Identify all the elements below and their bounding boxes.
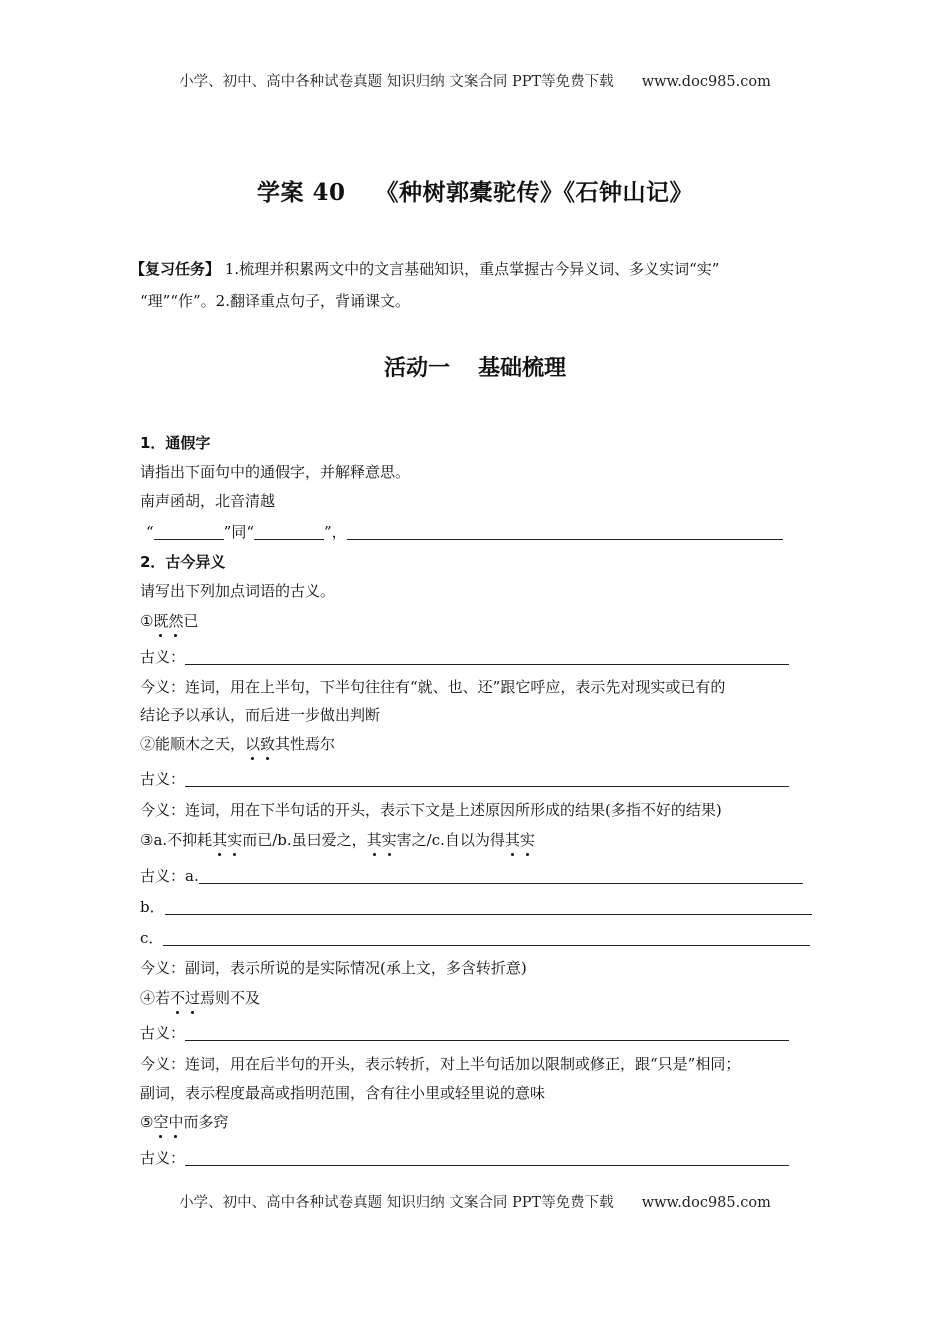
page-header <box>0 70 950 91</box>
review-task-line1 <box>130 258 830 279</box>
b-label: b． <box>140 898 165 916</box>
header-site: www.doc985.com <box>641 74 771 90</box>
dotted-char: 其 <box>504 831 520 849</box>
dotted-char: 中 <box>168 1113 184 1131</box>
item4-jin-cont: 副词，表示程度最高或指明范围，含有往小里或轻里说的意味 <box>140 1084 546 1102</box>
item4-rest: 焉则不及 <box>200 989 261 1007</box>
gu-label: 古义： <box>140 1024 186 1042</box>
activity-title: 基础梳理 <box>478 355 567 381</box>
dotted-char: 既 <box>153 612 169 630</box>
dotted-char: 然 <box>168 612 184 630</box>
section1-instruction: 请指出下面句中的通假字，并解释意思。 <box>140 463 411 481</box>
gu-label: 古义： <box>140 648 186 666</box>
dotted-char: 实 <box>227 831 243 849</box>
page-footer <box>0 1191 950 1212</box>
quote-mid: ”同“ <box>223 523 255 541</box>
gu-label: 古义： <box>140 1149 186 1167</box>
meaning-blank[interactable] <box>347 524 783 540</box>
title-prefix: 学案 40 <box>256 179 346 206</box>
review-task-text1: 1.梳理并积累两文中的文言基础知识，重点掌握古今异义词、多义实词“实” <box>224 260 720 278</box>
dotted-char: 实 <box>519 831 535 849</box>
dotted-char: 其 <box>212 831 228 849</box>
item3-gu-a-row <box>140 865 803 886</box>
item2-sentence <box>140 733 335 754</box>
item3-gu-c-row <box>140 927 810 948</box>
gu-label: 古义： <box>140 770 186 788</box>
item5-gu-row <box>140 1147 789 1168</box>
item5-sentence <box>140 1111 229 1132</box>
item3-jin: 今义：副词，表示所说的是实际情况(承上文，多含转折意) <box>140 959 527 977</box>
item4-sentence <box>140 987 260 1008</box>
dotted-char: 实 <box>381 831 397 849</box>
item3-gu-c-blank[interactable] <box>163 930 810 946</box>
item3-gu-b-row <box>140 896 812 917</box>
item1-jin: 今义：连词，用在上半句，下半句往往有“就、也、还”跟它呼应，表示先对现实或已有的 <box>140 678 726 696</box>
dotted-char: 以 <box>245 735 261 753</box>
item2-jin: 今义：连词，用在下半句话的开头，表示下文是上述原因所形成的结果(多指不好的结果) <box>140 801 722 819</box>
item1-jin-cont: 结论予以承认，而后进一步做出判断 <box>140 706 381 724</box>
item1-rest: 已 <box>183 612 199 630</box>
footer-site: www.doc985.com <box>641 1195 771 1211</box>
page-title <box>0 174 950 207</box>
dotted-char: 过 <box>185 989 201 1007</box>
review-task-line2: “理”“作”。2.翻译重点句子，背诵课文。 <box>140 292 410 310</box>
activity-label: 活动一 <box>383 355 450 381</box>
header-text: 小学、初中、高中各种试卷真题 知识归纳 文案合同 PPT等免费下载 <box>179 74 614 90</box>
section2-heading: 2．古今异义 <box>140 553 226 571</box>
item4-pre: ④若 <box>140 989 171 1007</box>
dotted-char: 空 <box>153 1113 169 1131</box>
item1-sentence <box>140 610 199 631</box>
c-label: c． <box>140 929 164 947</box>
item1-num: ① <box>140 612 154 630</box>
item3-sentence <box>140 829 535 850</box>
item3-a-pre: ③a.不抑耗 <box>140 831 213 849</box>
title-text: 《种树郭橐驼传》《石钟山记》 <box>375 179 693 206</box>
gu-a-label: 古义：a. <box>140 867 199 885</box>
dotted-char: 致 <box>260 735 276 753</box>
section1-heading: 1．通假字 <box>140 434 211 452</box>
item4-gu-blank[interactable] <box>185 1025 789 1041</box>
item2-rest: 其性焉尔 <box>275 735 336 753</box>
section1-answer-row <box>146 521 783 542</box>
item5-rest: 而多窍 <box>183 1113 229 1131</box>
item2-gu-blank[interactable] <box>185 771 789 787</box>
item4-jin: 今义：连词，用在后半句的开头，表示转折，对上半句话加以限制或修正，跟“只是”相同； <box>140 1055 741 1073</box>
item3-b-post: 害之/c.自以为得 <box>396 831 505 849</box>
item1-gu-blank[interactable] <box>185 649 789 665</box>
item2-gu-row <box>140 768 789 789</box>
section1-sentence: 南声函胡，北音清越 <box>140 492 276 510</box>
dotted-char: 其 <box>366 831 382 849</box>
item2-pre: ②能顺木之天， <box>140 735 246 753</box>
section2-instruction: 请写出下列加点词语的古义。 <box>140 582 336 600</box>
item4-gu-row <box>140 1022 789 1043</box>
quote-open: “ <box>146 523 154 541</box>
footer-text: 小学、初中、高中各种试卷真题 知识归纳 文案合同 PPT等免费下载 <box>179 1195 614 1211</box>
item5-pre: ⑤ <box>140 1113 154 1131</box>
tongjia-char-blank[interactable] <box>154 524 224 540</box>
quote-close: ”， <box>324 523 347 541</box>
item1-gu-row <box>140 646 789 667</box>
dotted-char: 不 <box>170 989 186 1007</box>
item3-a-post: 而已/b.虽曰爱之， <box>242 831 367 849</box>
item3-gu-a-blank[interactable] <box>199 868 803 884</box>
item3-gu-b-blank[interactable] <box>165 899 812 915</box>
activity-heading <box>0 351 950 382</box>
item5-gu-blank[interactable] <box>185 1150 789 1166</box>
original-char-blank[interactable] <box>254 524 324 540</box>
review-task-label: 【复习任务】 <box>130 260 221 278</box>
